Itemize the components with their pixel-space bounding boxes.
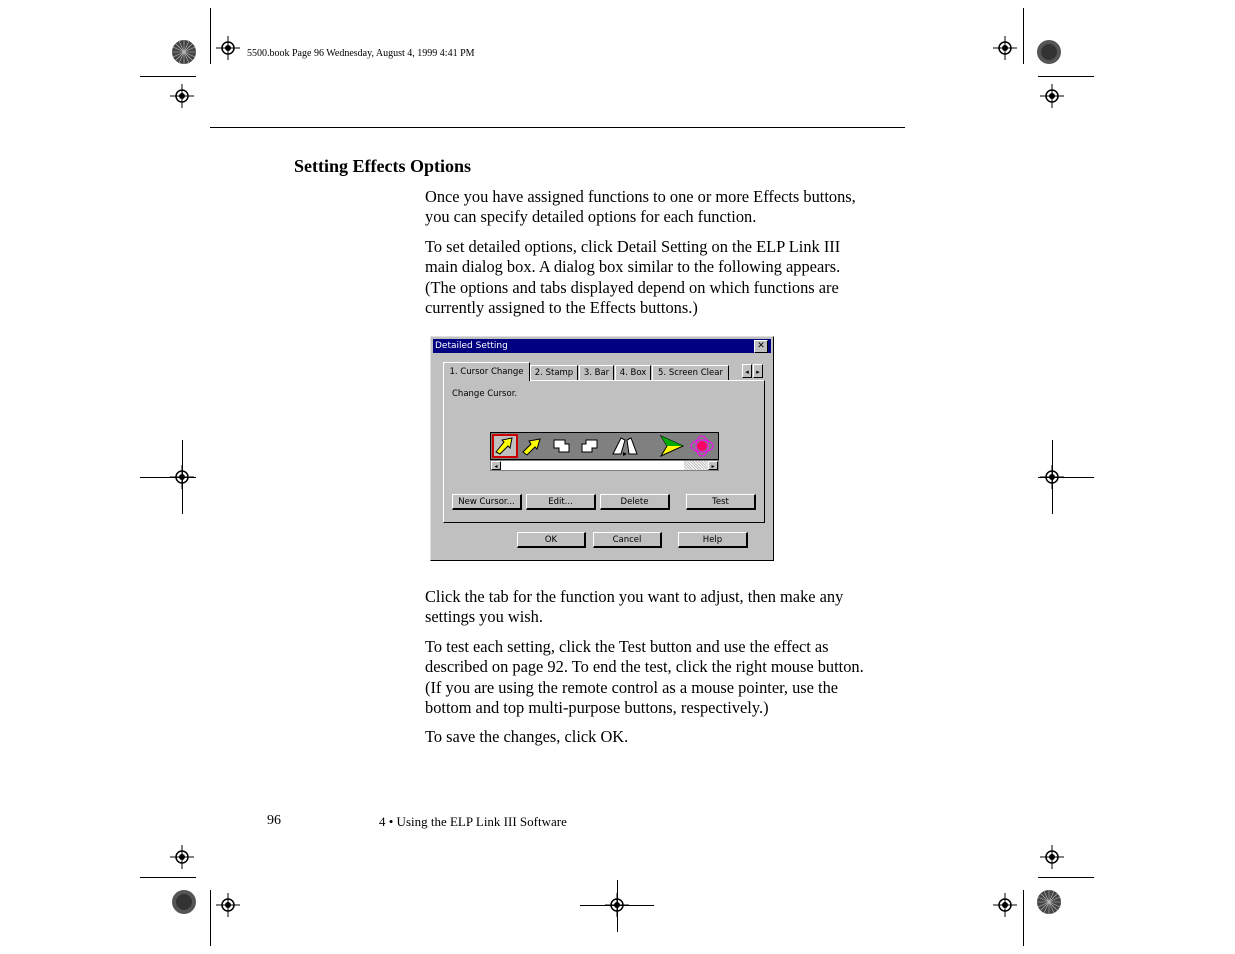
edit-button[interactable]: Edit... xyxy=(526,494,596,510)
dialog-titlebar xyxy=(433,339,771,353)
registration-mark-icon xyxy=(170,845,194,869)
hand-right-icon[interactable] xyxy=(577,434,603,458)
tab-cursor-change[interactable]: 1. Cursor Change xyxy=(443,362,530,381)
text-line: To test each setting, click the Test button and use the effect as xyxy=(425,637,829,656)
text-line: main dialog box. A dialog box similar to the following appears. xyxy=(425,257,841,277)
header-rule xyxy=(210,127,905,128)
registration-mark-icon xyxy=(993,36,1017,60)
registration-mark-icon xyxy=(1040,84,1064,108)
registration-mark-icon xyxy=(170,84,194,108)
dialog-title: Detailed Setting xyxy=(435,341,508,351)
test-button[interactable]: Test xyxy=(686,494,756,510)
text-line: bottom and top multi-purpose buttons, respectively.) xyxy=(425,698,769,718)
registration-mark-icon xyxy=(216,36,240,60)
section-heading: Setting Effects Options xyxy=(294,156,471,176)
color-rosette-icon xyxy=(1036,39,1062,65)
paragraph-2 xyxy=(425,237,905,319)
tab-screen-clear[interactable]: 5. Screen Clear xyxy=(652,365,729,380)
tab-box[interactable]: 4. Box xyxy=(615,365,651,380)
new-cursor-button[interactable]: New Cursor... xyxy=(452,494,522,510)
text-line: To set detailed options, click Detail Setting on the ELP Link III xyxy=(425,237,841,256)
change-cursor-label: Change Cursor. xyxy=(452,389,518,399)
text-line: Once you have assigned functions to one or more Effects buttons, xyxy=(425,187,856,206)
cancel-button[interactable]: Cancel xyxy=(593,532,662,548)
hand-left-icon[interactable] xyxy=(549,434,575,458)
cursor-list-scrollbar[interactable] xyxy=(490,460,719,471)
ok-button[interactable]: OK xyxy=(517,532,586,548)
registration-mark-icon xyxy=(993,893,1017,917)
paragraph-4 xyxy=(425,637,905,719)
arrow-cursor-icon[interactable] xyxy=(492,434,518,458)
scroll-thumb[interactable] xyxy=(684,461,708,470)
text-line: currently assigned to the Effects buttons.) xyxy=(425,298,698,318)
registration-mark-icon xyxy=(1040,845,1064,869)
scroll-right-icon[interactable]: ▸ xyxy=(708,461,718,470)
cursor-icon-list[interactable] xyxy=(490,432,719,460)
paragraph-1 xyxy=(425,187,905,228)
paragraph-3 xyxy=(425,587,905,628)
registration-mark-icon xyxy=(216,893,240,917)
text-line: you can specify detailed options for each function. xyxy=(425,207,757,227)
chapter-footer: 4 • Using the ELP Link III Software xyxy=(379,814,567,829)
detailed-setting-dialog xyxy=(430,336,774,561)
color-rosette-icon xyxy=(171,889,197,915)
delete-button[interactable]: Delete xyxy=(600,494,670,510)
page-number: 96 xyxy=(267,813,281,828)
tab-scroll-left-icon[interactable]: ◂ xyxy=(742,364,752,378)
text-line: settings you wish. xyxy=(425,607,543,627)
text-line: described on page 92. To end the test, click the right mouse button. xyxy=(425,657,864,677)
paragraph-5 xyxy=(425,727,905,747)
help-button[interactable]: Help xyxy=(678,532,748,548)
pink-atom-icon[interactable] xyxy=(689,434,715,458)
clapping-hands-icon[interactable] xyxy=(609,434,649,458)
green-triangle-icon[interactable] xyxy=(659,434,685,458)
color-rosette-icon xyxy=(171,39,197,65)
pointer-arrow-icon[interactable] xyxy=(520,434,546,458)
color-rosette-icon xyxy=(1036,889,1062,915)
tab-scroll-right-icon[interactable]: ▸ xyxy=(753,364,763,378)
text-line: (If you are using the remote control as a mouse pointer, use the xyxy=(425,677,839,697)
tab-bar[interactable]: 3. Bar xyxy=(579,365,614,380)
text-line: Click the tab for the function you want to adjust, then make any xyxy=(425,587,844,606)
close-icon[interactable]: ✕ xyxy=(754,340,768,353)
text-line: (The options and tabs displayed depend on which functions are xyxy=(425,277,839,297)
page-header: 5500.book Page 96 Wednesday, August 4, 1999 4:41 PM xyxy=(247,48,475,59)
text-line: To save the changes, click OK. xyxy=(425,727,629,746)
scroll-left-icon[interactable]: ◂ xyxy=(491,461,501,470)
tab-stamp[interactable]: 2. Stamp xyxy=(530,365,578,380)
